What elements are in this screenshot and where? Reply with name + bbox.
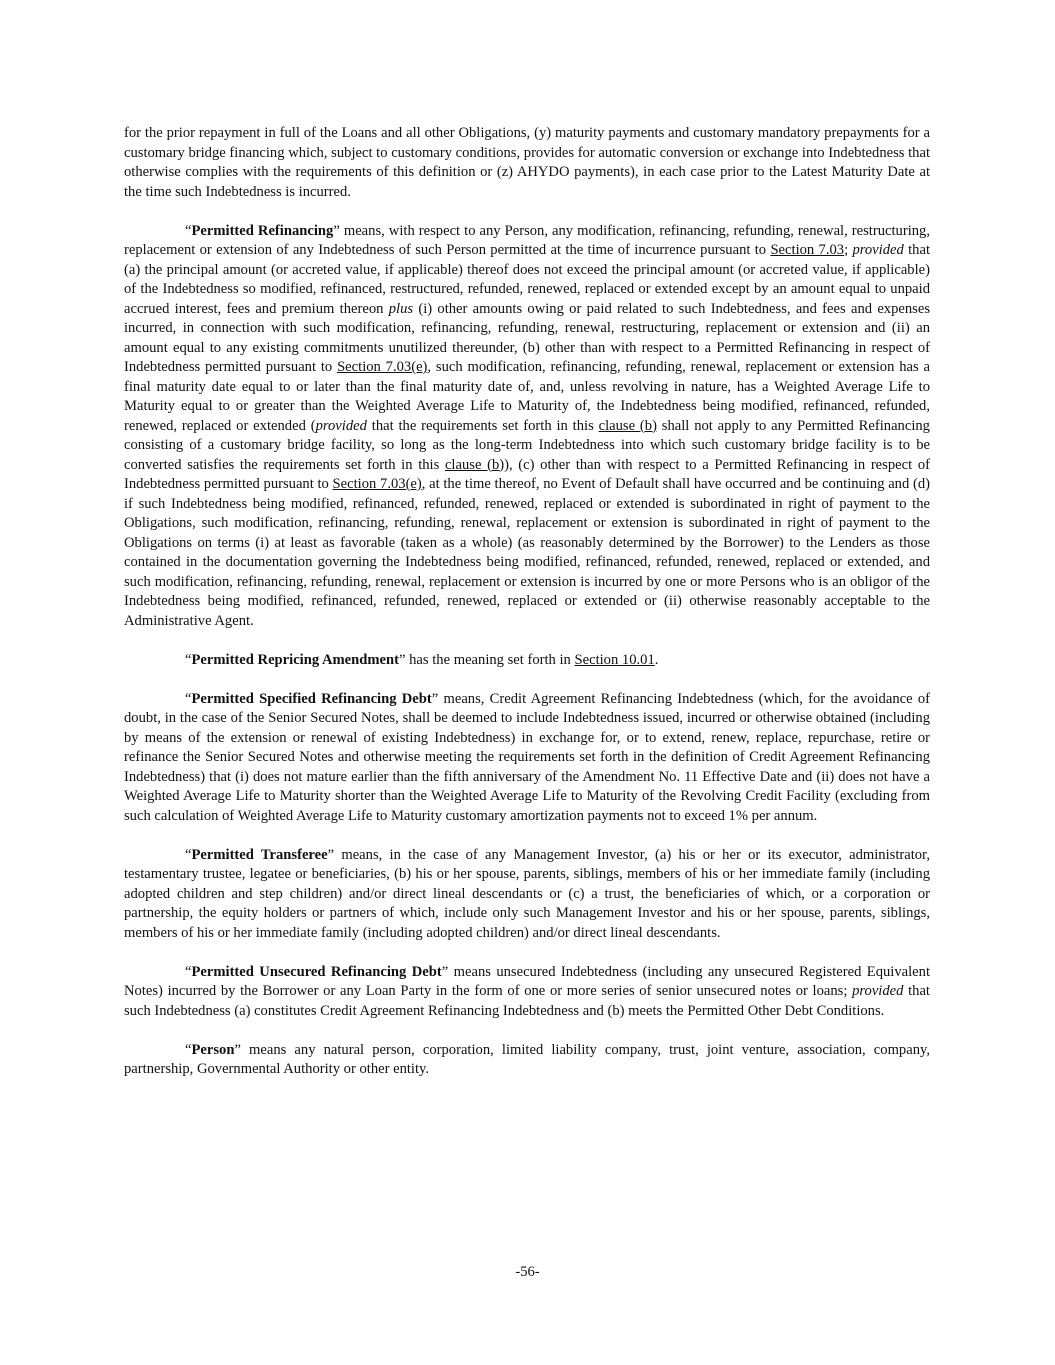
definition-paragraph: “Permitted Repricing Amendment” has the meaning set forth in Section 10.01. <box>185 651 659 668</box>
italic-text: plus <box>388 300 414 317</box>
italic-text: provided <box>315 417 367 434</box>
italic-text: provided <box>852 983 904 999</box>
defined-term: Person <box>191 1041 235 1058</box>
document-page <box>124 124 930 1099</box>
defined-term: Permitted Specified Refinancing Debt <box>191 690 432 707</box>
definition-text: has the meaning set forth in <box>405 651 575 668</box>
defined-term: Permitted Repricing Amendment <box>191 651 399 668</box>
section-reference: Section 7.03 <box>770 242 845 258</box>
definition-text: means, with respect to any Person, any modification, refinancing, refunding, renewal, restructuring, replacement or extension of any Indebtedness of such Person permitted at the time of incurrence pursuant to <box>124 222 930 258</box>
section-reference: clause (b) <box>444 456 505 473</box>
definition-text: that such Indebtedness (a) constitutes Credit Agreement Refinancing Indebtedness and (b) meets the Permitted Other Debt Conditions. <box>124 983 930 1019</box>
definitions-list <box>124 222 930 1080</box>
definition-text: , at the time thereof, no Event of Default shall have occurred and be continuing and (d) if such Indebtedness being modified, refinanced, refunded, renewed, replaced or extended is subordinated in right of payment to the Obligations, such modification, refinancing, refunding, renewal, replacement or extension is subordinated in right of payment to the Obligations on terms (i) at least as favorable (taken as a whole) (as reasonably determined by the Borrower) to the Lenders as those contained in the documentation governing the Indebtedness being modified, refinanced, refunded, renewed, replaced or extended, and such modification, refinancing, refunding, renewal, replacement or extension is incurred by one or more Persons who is an obligor of the Indebtedness being modified, refinanced, refunded, renewed, replaced or extended or (ii) otherwise reasonably acceptable to the Administrative Agent. <box>124 476 930 629</box>
definition-paragraph: “Permitted Specified Refinancing Debt” means, Credit Agreement Refinancing Indebtedness (which, for the avoidance of doubt, in the case of the Senior Secured Notes, shall be deemed to include Indebtedness issued, incurred or otherwise obtained (including by means of the extension or renewal of existing Indebtedness) in exchange for, or to extend, renew, replace, repurchase, retire or refinance the Senior Secured Notes and otherwise meeting the requirements set forth in the definition of Credit Agreement Refinancing Indebtedness) that (i) does not mature earlier than the fifth anniversary of the Amendment No. 11 Effective Date and (ii) does not have a Weighted Average Life to Maturity shorter than the Weighted Average Life to Maturity of the Revolving Credit Facility (excluding from such calculation of Weighted Average Life to Maturity customary amortization payments not to exceed 1% per annum. <box>124 690 930 824</box>
italic-text: provided <box>852 242 904 258</box>
section-reference: Section 10.01 <box>574 651 655 668</box>
definition-text: shall not apply to any Permitted Refinancing consisting of a customary bridge facility, so long as the long-term Indebtedness into which such customary bridge facility is to be converted satisfies the requirements set forth in this <box>124 417 930 473</box>
page-number: -56- <box>515 1264 540 1280</box>
definition-text: that the requirements set forth in this <box>366 417 599 434</box>
definition-paragraph: “Permitted Transferee” means, in the case of any Management Investor, (a) his or her or its executor, administrator, testamentary trustee, legatee or beneficiaries, (b) his or her spouse, parents, siblings, members of his or her immediate family (including adopted children and step children) and/or direct lineal descendants or (c) a trust, the beneficiaries of which, or a corporation or partnership, the equity holders or partners of which, include only such Management Investor and his or her spouse, parents, siblings, members of his or her immediate family (including adopted children) and/or direct lineal descendants. <box>124 846 930 941</box>
definition-text: means any natural person, corporation, limited liability company, trust, joint venture, association, company, partnership, Governmental Authority or other entity. <box>124 1041 930 1077</box>
defined-term: Permitted Transferee <box>191 846 328 863</box>
definition-text: ), (c) other than with respect to a Permitted Refinancing in respect of Indebtedness permitted pursuant to <box>124 456 930 492</box>
definition-text: that (a) the principal amount (or accreted value, if applicable) thereof does not exceed the principal amount (or accreted value, if applicable) of the Indebtedness so modified, refinanced, restructured, refunded, renewed, replaced or extended except by an amount equal to unpaid accrued interest, fees and premium thereon <box>124 242 930 317</box>
definition-paragraph: “Permitted Unsecured Refinancing Debt” means unsecured Indebtedness (including any unsecured Registered Equivalent Notes) incurred by the Borrower or any Loan Party in the form of one or more series of senior unsecured notes or loans; provided that such Indebtedness (a) constitutes Credit Agreement Refinancing Indebtedness and (b) meets the Permitted Other Debt Conditions. <box>124 963 930 1019</box>
definition-text: , such modification, refinancing, refunding, renewal, replacement or extension has a final maturity date equal to or later than the final maturity date of, and, unless revolving in nature, has a Weighted Average Life to Maturity equal to or greater than the Weighted Average Life to Maturity of, the Indebtedness being modified, refinanced, refunded, renewed, replaced or extended ( <box>124 359 930 434</box>
definition-paragraph: “Person” means any natural person, corporation, limited liability company, trust, joint venture, association, company, partnership, Governmental Authority or other entity. <box>124 1041 930 1077</box>
definition-text: ; <box>844 242 853 258</box>
definition-text: means, in the case of any Management Investor, (a) his or her or its executor, administrator, testamentary trustee, legatee or beneficiaries, (b) his or her spouse, parents, siblings, members of his or her immediate family (including adopted children and step children) and/or direct lineal descendants or (c) a trust, the beneficiaries of which, or a corporation or partnership, the equity holders or partners of which, include only such Management Investor and his or her spouse, parents, siblings, members of his or her immediate family (including adopted children) and/or direct lineal descendants. <box>124 846 930 941</box>
definition-paragraph: “Permitted Refinancing” means, with respect to any Person, any modification, refinancing, refunding, renewal, restructuring, replacement or extension of any Indebtedness of such Person permitted at the time of incurrence pursuant to Section 7.03; provided that (a) the principal amount (or accreted value, if applicable) thereof does not exceed the principal amount (or accreted value, if applicable) of the Indebtedness so modified, refinanced, restructured, refunded, renewed, replaced or extended except by an amount equal to unpaid accrued interest, fees and premium thereon plus (i) other amounts owing or paid related to such Indebtedness, and fees and expenses incurred, in connection with such modification, refinancing, refunding, renewal, restructuring, replacement or extension and (ii) an amount equal to any existing commitments unutilized thereunder, (b) other than with respect to a Permitted Refinancing in respect of Indebtedness permitted pursuant to Section 7.03(e), such modification, refinancing, refunding, renewal, replacement or extension has a final maturity date equal to or later than the final maturity date of, and, unless revolving in nature, has a Weighted Average Life to Maturity equal to or greater than the Weighted Average Life to Maturity of, the Indebtedness being modified, refinanced, refunded, renewed, replaced or extended (provided that the requirements set forth in this clause (b) shall not apply to any Permitted Refinancing consisting of a customary bridge facility, so long as the long-term Indebtedness into which such customary bridge facility is to be converted satisfies the requirements set forth in this clause (b)), (c) other than with respect to a Permitted Refinancing in respect of Indebtedness permitted pursuant to Section 7.03(e), at the time thereof, no Event of Default shall have occurred and be continuing and (d) if such Indebtedness being modified, refinanced, refunded, renewed, replaced or extended is subordinated in right of payment to the Obligations, such modification, refinancing, refunding, renewal, replacement or extension is subordinated in right of payment to the Obligations on terms (i) at least as favorable (taken as a whole) (as reasonably determined by the Borrower) to the Lenders as those contained in the documentation governing the Indebtedness being modified, refinanced, refunded, renewed, replaced or extended, and such modification, refinancing, refunding, renewal, replacement or extension is incurred by one or more Persons who is an obligor of the Indebtedness being modified, refinanced, refunded, renewed, replaced or extended or (ii) otherwise reasonably acceptable to the Administrative Agent. <box>124 222 931 629</box>
defined-term: Permitted Refinancing <box>191 222 334 239</box>
definition-text: . <box>654 651 659 668</box>
section-reference: clause (b) <box>598 417 657 434</box>
definition-text: means, Credit Agreement Refinancing Indebtedness (which, for the avoidance of doubt, in the case of the Senior Secured Notes, shall be deemed to include Indebtedness issued, incurred or otherwise obtained (including by means of the extension or renewal of existing Indebtedness) in exchange for, or to extend, renew, replace, repurchase, retire or refinance the Senior Secured Notes and otherwise meeting the requirements set forth in the definition of Credit Agreement Refinancing Indebtedness) that (i) does not mature earlier than the fifth anniversary of the Amendment No. 11 Effective Date and (ii) does not have a Weighted Average Life to Maturity shorter than the Weighted Average Life to Maturity of the Revolving Credit Facility (excluding from such calculation of Weighted Average Life to Maturity customary amortization payments not to exceed 1% per annum. <box>124 690 930 824</box>
definition-text: means unsecured Indebtedness (including any unsecured Registered Equivalent Notes) incurred by the Borrower or any Loan Party in the form of one or more series of senior unsecured notes or loans; <box>124 963 930 999</box>
defined-term: Permitted Unsecured Refinancing Debt <box>191 963 442 980</box>
section-reference: Section 7.03(e) <box>332 476 422 492</box>
section-reference: Section 7.03(e) <box>337 359 428 375</box>
definition-text: (i) other amounts owing or paid related to such Indebtedness, and fees and expenses incurred, in connection with such modification, refinancing, refunding, renewal, restructuring, replacement or extension and (ii) an amount equal to any existing commitments unutilized thereunder, (b) other than with respect to a Permitted Refinancing in respect of Indebtedness permitted pursuant to <box>124 300 931 375</box>
continuation-paragraph: for the prior repayment in full of the Loans and all other Obligations, (y) maturity payments and customary mandatory prepayments for a customary bridge financing which, subject to customary conditions, provides for automatic conversion or exchange into Indebtedness that otherwise complies with the requirements of this definition or (z) AHYDO payments), in each case prior to the Latest Maturity Date at the time such Indebtedness is incurred. <box>124 125 930 200</box>
